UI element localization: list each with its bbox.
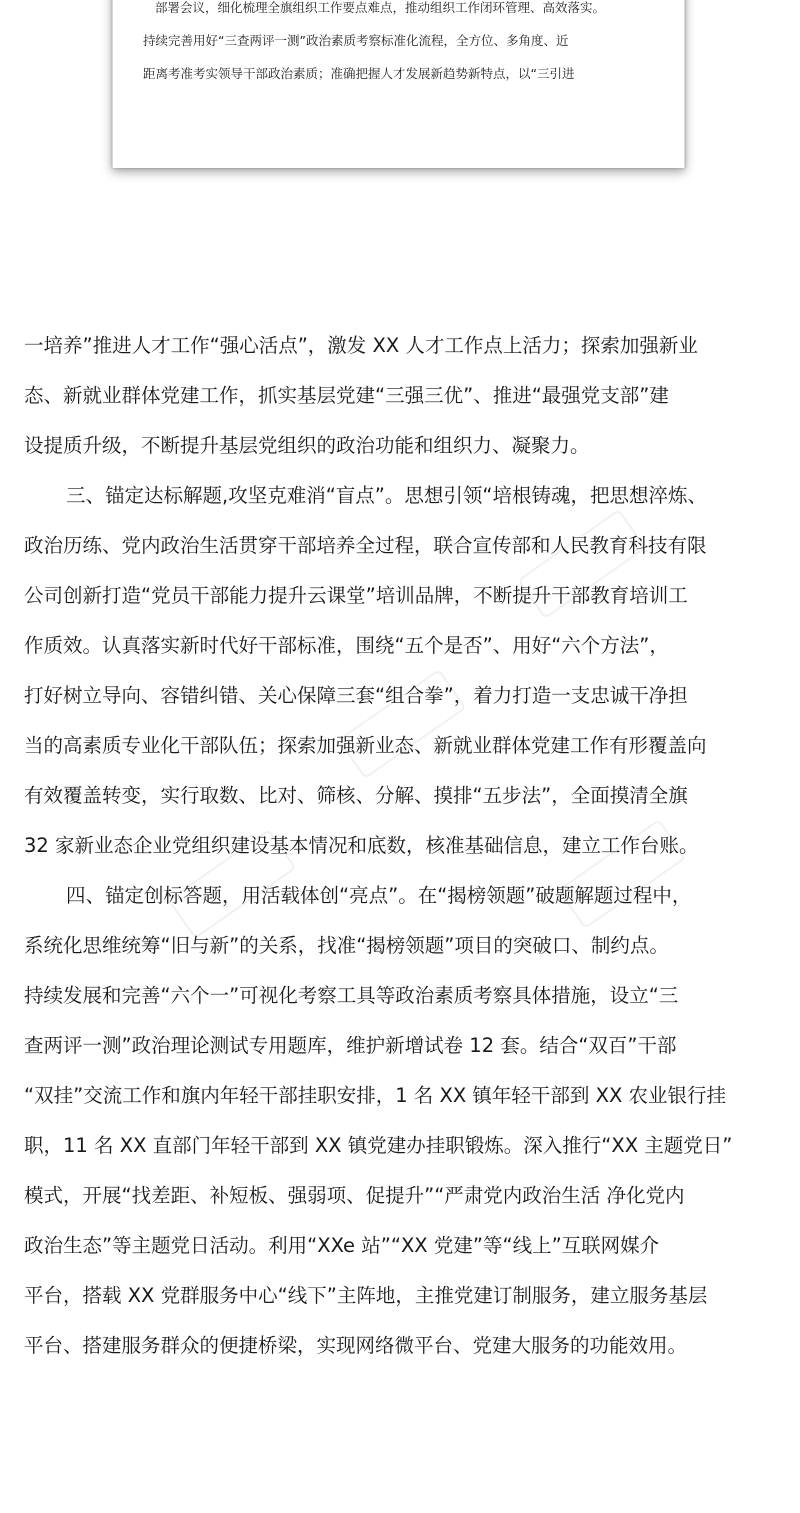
body-line-16: “双挂”交流工作和旗内年轻干部挂职安排，1 名 XX 镇年轻干部到 XX 农业银行挂 <box>24 1084 727 1107</box>
body-line-1: 一培养”推进人才工作“强心活点”，激发 XX 人才工作点上活力；探索加强新业 <box>24 334 698 357</box>
body-line-14: 持续发展和完善“六个一”可视化考察工具等政治素质考察具体措施，设立“三 <box>24 984 679 1007</box>
preview-line-3: 距离考准考实领导干部政治素质；准确把握人才发展新趋势新特点，以“三引进 <box>143 66 575 81</box>
body-line-2: 态、新就业群体党建工作，抓实基层党建“三强三优”、推进“最强党支部”建 <box>24 384 669 407</box>
body-line-18: 模式，开展“找差距、补短板、强弱项、促提升”“严肃党内政治生活 净化党内 <box>24 1184 685 1207</box>
preview-line-1: 部署会议，细化梳理全旗组织工作要点难点，推动组织工作闭环管理、高效落实。 <box>155 0 606 15</box>
body-line-21: 平台、搭建服务群众的便捷桥梁，实现网络微平台、党建大服务的功能效用。 <box>24 1334 688 1357</box>
body-line-8: 打好树立导向、容错纠错、关心保障三套“组合拳”，着力打造一支忠诚干净担 <box>24 684 688 707</box>
body-line-11: 32 家新业态企业党组织建设基本情况和底数，核准基础信息，建立工作台账。 <box>24 834 699 857</box>
body-line-10: 有效覆盖转变，实行取数、比对、筛核、分解、摸排“五步法”，全面摸清全旗 <box>24 784 688 807</box>
body-line-12-section-four-heading: 四、锚定创标答题，用活载体创“亮点”。在“揭榜领题”破题解题过程中， <box>66 884 692 907</box>
body-line-5: 政治历练、党内政治生活贯穿干部培养全过程，联合宣传部和人民教育科技有限 <box>24 534 707 557</box>
body-line-9: 当的高素质专业化干部队伍；探索加强新业态、新就业群体党建工作有形覆盖向 <box>24 734 707 757</box>
preview-line-2: 持续完善用好“三查两评一测”政治素质考察标准化流程，全方位、多角度、近 <box>143 33 569 48</box>
body-line-17: 职，11 名 XX 直部门年轻干部到 XX 镇党建办挂职锻炼。深入推行“XX 主题党日” <box>24 1134 733 1157</box>
body-line-15: 查两评一测”政治理论测试专用题库，维护新增试卷 12 套。结合“双百”干部 <box>24 1034 677 1057</box>
document-preview-card <box>112 0 685 168</box>
body-line-4-section-three-heading: 三、锚定达标解题,攻坚克难消“盲点”。思想引领“培根铸魂，把思想淬炼、 <box>66 484 708 507</box>
body-line-13: 系统化思维统筹“旧与新”的关系，找准“揭榜领题”项目的突破口、制约点。 <box>24 934 669 957</box>
body-line-6: 公司创新打造“党员干部能力提升云课堂”培训品牌，不断提升干部教育培训工 <box>24 584 688 607</box>
body-line-3: 设提质升级，不断提升基层党组织的政治功能和组织力、凝聚力。 <box>24 434 590 457</box>
body-line-20: 平台，搭载 XX 党群服务中心“线下”主阵地，主推党建订制服务，建立服务基层 <box>24 1284 708 1307</box>
body-line-7: 作质效。认真落实新时代好干部标准，围绕“五个是否”、用好“六个方法”， <box>24 634 669 657</box>
body-line-19: 政治生态”等主题党日活动。利用“XXe 站”“XX 党建”等“线上”互联网媒介 <box>24 1234 660 1257</box>
